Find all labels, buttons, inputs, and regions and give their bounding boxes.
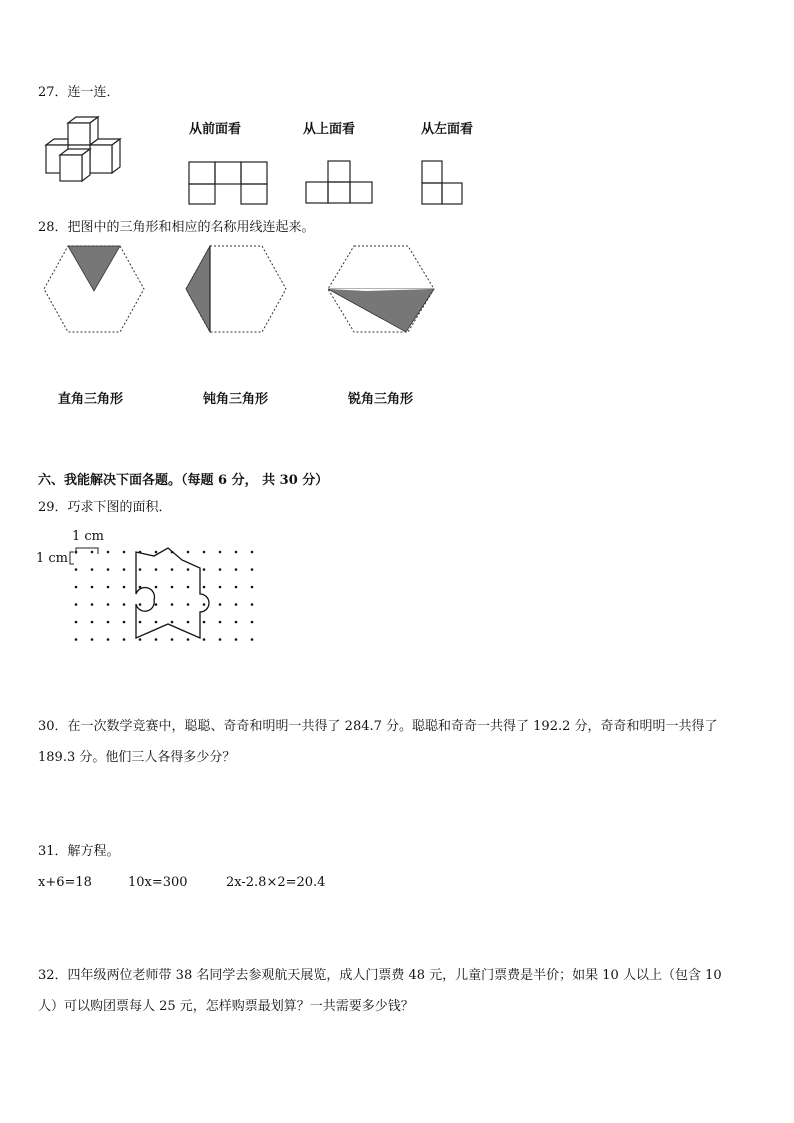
- grid-dot: [187, 586, 190, 589]
- grid-dot: [155, 621, 158, 624]
- grid-dot: [203, 568, 206, 571]
- grid-dot: [187, 568, 190, 571]
- view-label-top: 从上面看: [303, 122, 356, 137]
- equation-1: x+6=18: [38, 875, 92, 890]
- q27-text: 27．连一连．: [38, 85, 120, 100]
- hexagon-figure-1: [42, 244, 146, 334]
- q30-line2: 189.3 分。他们三人各得多少分？: [38, 750, 236, 765]
- grid-dot: [75, 603, 78, 606]
- grid-dot: [139, 568, 142, 571]
- q32-line1: 32．四年级两位老师带 38 名同学去参观航天展览，成人门票费 48 元，儿童门票费是半价；如果 10 人以上（包含 10: [38, 968, 722, 983]
- grid-dot: [155, 551, 158, 554]
- grid-dot: [91, 638, 94, 641]
- grid-dot: [187, 638, 190, 641]
- grid-dot: [91, 551, 94, 554]
- q28-text: 28．把图中的三角形和相应的名称用线连起来。: [38, 220, 315, 235]
- left-view-figure: [421, 160, 467, 206]
- q27-cube-solid: [40, 115, 130, 187]
- grid-dot: [123, 551, 126, 554]
- equation-2: 10x=300: [128, 875, 188, 890]
- grid-dot: [139, 638, 142, 641]
- grid-dot: [107, 638, 110, 641]
- grid-dot: [251, 638, 254, 641]
- grid-dot: [75, 586, 78, 589]
- grid-dot: [251, 603, 254, 606]
- grid-dot: [171, 621, 174, 624]
- grid-dot: [203, 603, 206, 606]
- grid-dot: [75, 621, 78, 624]
- grid-dot: [123, 621, 126, 624]
- grid-dot: [235, 603, 238, 606]
- unit-label-horizontal: 1 cm: [72, 529, 105, 544]
- grid-dot: [203, 551, 206, 554]
- grid-dot: [235, 551, 238, 554]
- q30-line1: 30．在一次数学竞赛中，聪聪、奇奇和明明一共得了 284.7 分。聪聪和奇奇一共得了 192.2 分，奇奇和明明一共得了: [38, 719, 718, 734]
- grid-dot: [107, 621, 110, 624]
- grid-dot: [123, 568, 126, 571]
- grid-dot: [219, 551, 222, 554]
- view-label-left: 从左面看: [421, 122, 474, 137]
- triangle-label-acute: 锐角三角形: [348, 392, 414, 407]
- grid-dot: [235, 621, 238, 624]
- grid-dot: [171, 568, 174, 571]
- q32-line2: 人）可以购团票每人 25 元，怎样购票最划算？一共需要多少钱？: [38, 999, 414, 1014]
- grid-dot: [107, 586, 110, 589]
- equation-3: 2x-2.8×2=20.4: [226, 875, 326, 890]
- grid-dot: [171, 603, 174, 606]
- grid-dot: [91, 586, 94, 589]
- grid-dot: [75, 568, 78, 571]
- top-view-figure: [305, 160, 375, 204]
- grid-dot: [203, 621, 206, 624]
- view-label-front: 从前面看: [189, 122, 242, 137]
- grid-dot: [171, 586, 174, 589]
- hexagon-figure-2: [184, 244, 288, 334]
- grid-dot: [251, 621, 254, 624]
- grid-dot: [235, 638, 238, 641]
- grid-dot: [123, 638, 126, 641]
- q31-text: 31．解方程。: [38, 844, 120, 859]
- grid-dot: [75, 638, 78, 641]
- grid-dot: [187, 603, 190, 606]
- grid-dot: [107, 568, 110, 571]
- grid-dot: [251, 586, 254, 589]
- grid-dot: [219, 638, 222, 641]
- section-6-heading: 六、我能解决下面各题。（每题 6 分， 共 30 分）: [38, 473, 329, 488]
- grid-dot: [123, 603, 126, 606]
- grid-dot: [219, 621, 222, 624]
- grid-dot: [107, 603, 110, 606]
- grid-dot: [155, 638, 158, 641]
- grid-dot: [155, 586, 158, 589]
- dot-grid-figure: [66, 540, 276, 650]
- front-view-figure: [188, 158, 268, 204]
- grid-dot: [203, 586, 206, 589]
- grid-dot: [203, 638, 206, 641]
- grid-dot: [219, 586, 222, 589]
- grid-dot: [91, 603, 94, 606]
- grid-dot: [91, 621, 94, 624]
- grid-dot: [219, 568, 222, 571]
- grid-dot: [251, 551, 254, 554]
- triangle-label-right: 直角三角形: [58, 392, 124, 407]
- grid-dot: [235, 568, 238, 571]
- grid-dot: [235, 586, 238, 589]
- grid-dot: [187, 621, 190, 624]
- grid-dot: [107, 551, 110, 554]
- grid-dot: [91, 568, 94, 571]
- q29-text: 29．巧求下图的面积．: [38, 500, 172, 515]
- hexagon-figure-3: [326, 244, 436, 334]
- grid-dot: [219, 603, 222, 606]
- grid-dot: [187, 551, 190, 554]
- grid-dot: [123, 586, 126, 589]
- grid-dot: [139, 621, 142, 624]
- grid-dot: [171, 638, 174, 641]
- grid-dot: [155, 568, 158, 571]
- triangle-label-obtuse: 钝角三角形: [203, 392, 269, 407]
- grid-dot: [155, 603, 158, 606]
- grid-dot: [139, 603, 142, 606]
- grid-dot: [251, 568, 254, 571]
- unit-label-vertical: 1 cm: [36, 551, 69, 566]
